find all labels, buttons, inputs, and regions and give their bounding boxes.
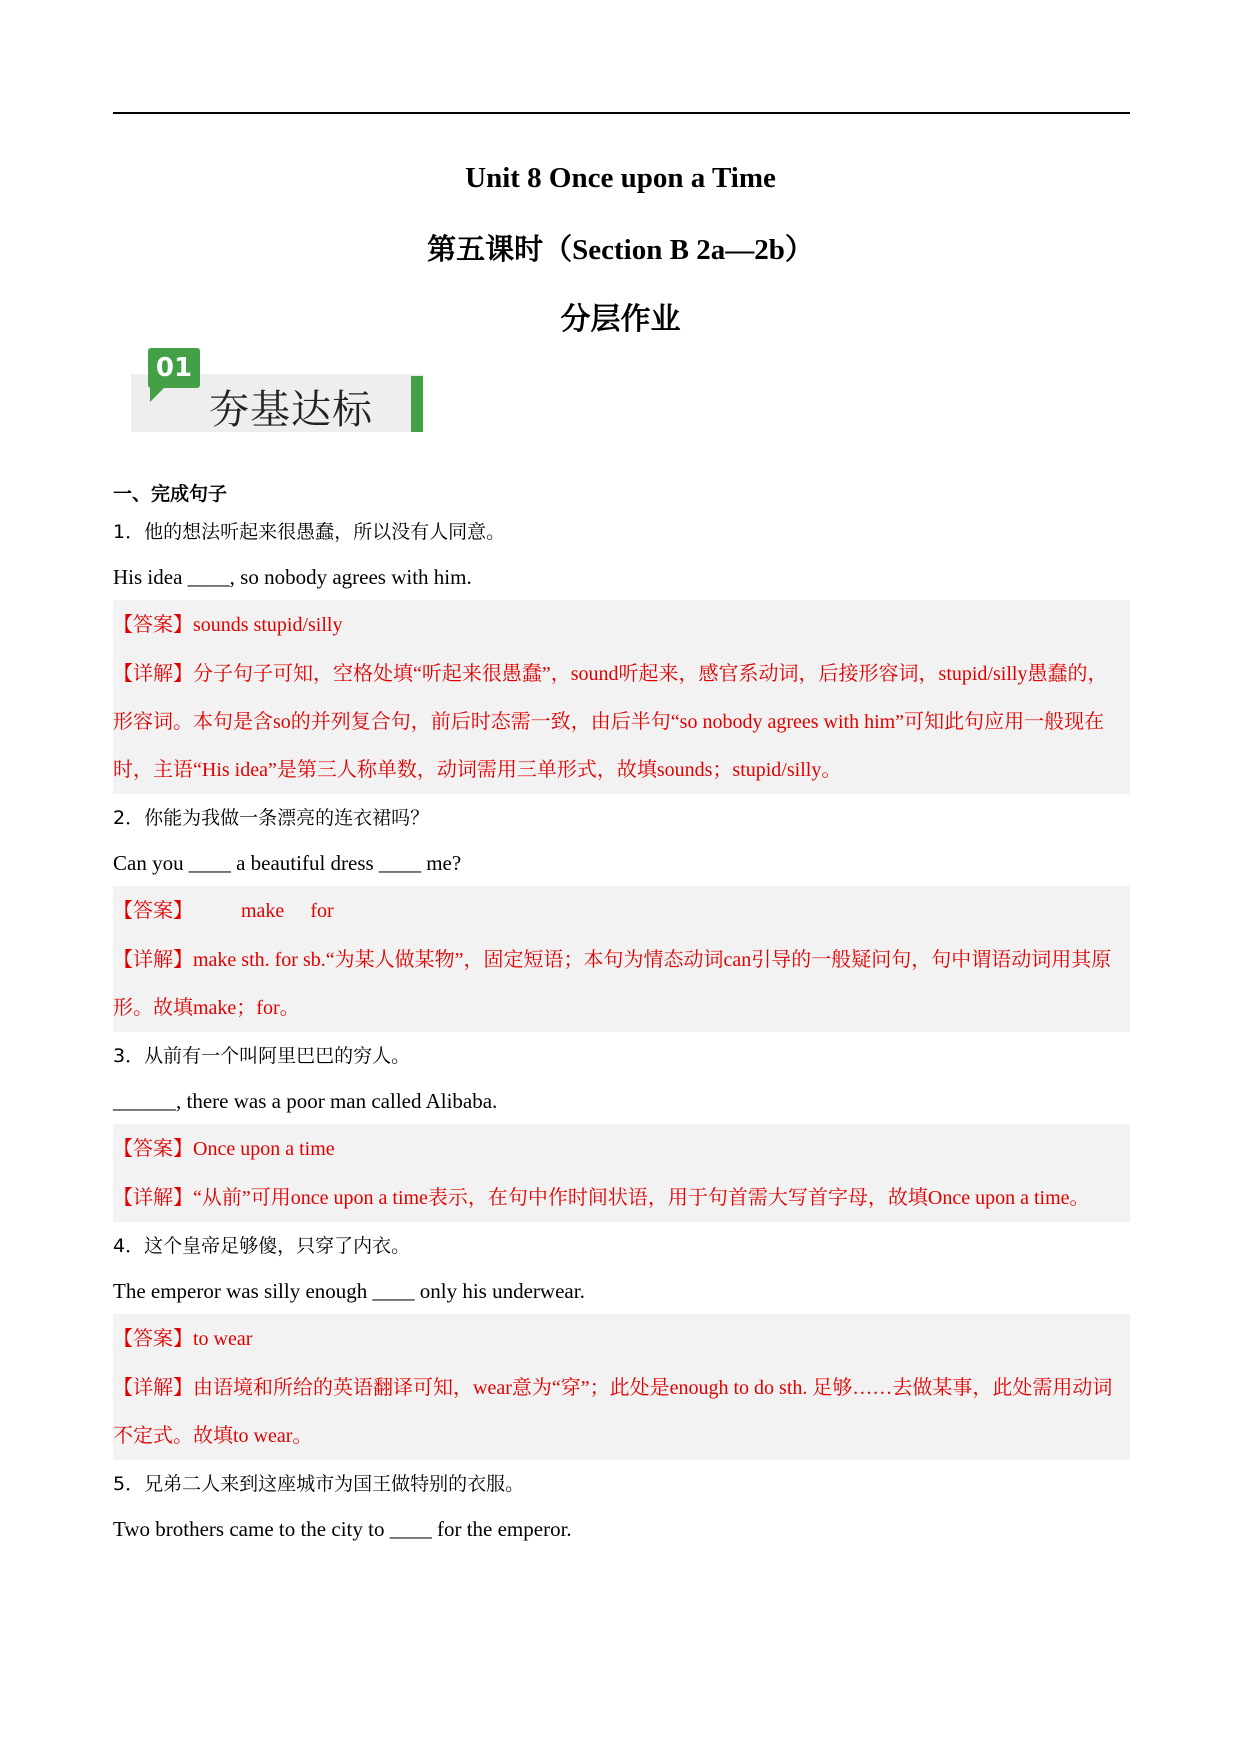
answer-tag: 【答案】: [113, 612, 193, 636]
detail-text: make sth. for sb.“为某人做某物”，固定短语；本句为情态动词can引导的一般疑问句，句中谓语动词用其原形。故填make；for。: [113, 949, 1112, 1019]
question-1-english: His idea ____, so nobody agrees with him.: [113, 565, 472, 589]
question-4-chinese: 4．这个皇帝足够傻，只穿了内衣。: [113, 1235, 411, 1257]
detail-tag: 【详解】: [113, 1375, 193, 1399]
detail-tag: 【详解】: [113, 1185, 193, 1209]
answer-row: [113, 1314, 1126, 1363]
question-2-answer-box: [113, 886, 1130, 1032]
question-3-english: ______, there was a poor man called Alibaba.: [113, 1089, 498, 1113]
answer-text: to wear: [193, 1328, 253, 1350]
question-2-chinese: 2．你能为我做一条漂亮的连衣裙吗？: [113, 807, 430, 829]
badge-tail-icon: [150, 388, 164, 402]
answer-text-2: for: [310, 900, 334, 922]
detail-text: “从前”可用once upon a time表示，在句中作时间状语，用于句首需大写首字母，故填Once upon a time。: [193, 1187, 1090, 1209]
question-1-chinese: 1．他的想法听起来很愚蠢，所以没有人同意。: [113, 521, 506, 543]
page-title: Unit 8 Once upon a Time: [465, 162, 776, 194]
question-3-chinese: 3．从前有一个叫阿里巴巴的穷人。: [113, 1045, 411, 1067]
detail-tag: 【详解】: [113, 947, 193, 971]
answer-row: [113, 600, 1126, 649]
worksheet-content: [113, 478, 1130, 1552]
answer-text: Once upon a time: [193, 1138, 335, 1160]
answer-tag: 【答案】: [113, 898, 193, 922]
detail-text: 分子句子可知，空格处填“听起来很愚蠢”，sound听起来，感官系动词，后接形容词，stupid/silly愚蠢的，形容词。本句是含so的并列复合句，前后时态需一致，由后半句“so nobody agrees with him”可知此句应用一般现在时，主语“His idea”是第三人称单数，动词需用三单形式，故填sounds；stupid/silly。: [113, 663, 1108, 781]
answer-tag: 【答案】: [113, 1136, 193, 1160]
question-3-answer-box: [113, 1124, 1130, 1222]
homework-type-title: 分层作业: [560, 302, 681, 337]
header-rule: [113, 112, 1130, 114]
answer-row: [113, 1124, 1126, 1173]
question-2-english: Can you ____ a beautiful dress ____ me?: [113, 851, 462, 875]
question-5-english: Two brothers came to the city to ____ for the emperor.: [113, 1517, 572, 1541]
banner-label: 夯基达标: [209, 387, 373, 433]
answer-text-1: make: [241, 900, 285, 922]
question-1-answer-box: [113, 600, 1130, 794]
question-4-english: The emperor was silly enough ____ only his underwear.: [113, 1279, 585, 1303]
detail-row: [113, 1173, 1126, 1222]
section-heading: 一、完成句子: [113, 483, 228, 505]
question-5-chinese: 5．兄弟二人来到这座城市为国王做特别的衣服。: [113, 1473, 525, 1495]
question-4-answer-box: [113, 1314, 1130, 1460]
section-banner: [131, 348, 423, 432]
banner-accent-bar: [411, 376, 423, 432]
lesson-subtitle: 第五课时（Section B 2a—2b）: [427, 234, 814, 266]
answer-row: [113, 886, 1126, 935]
detail-row: [113, 649, 1126, 794]
detail-row: [113, 1363, 1126, 1460]
banner-number-badge: 01: [148, 348, 200, 388]
detail-tag: 【详解】: [113, 661, 193, 685]
detail-row: [113, 935, 1126, 1032]
detail-text: 由语境和所给的英语翻译可知，wear意为“穿”；此处是enough to do sth. 足够……去做某事，此处需用动词不定式。故填to wear。: [113, 1377, 1113, 1447]
answer-tag: 【答案】: [113, 1326, 193, 1350]
answer-text: sounds stupid/silly: [193, 614, 343, 636]
